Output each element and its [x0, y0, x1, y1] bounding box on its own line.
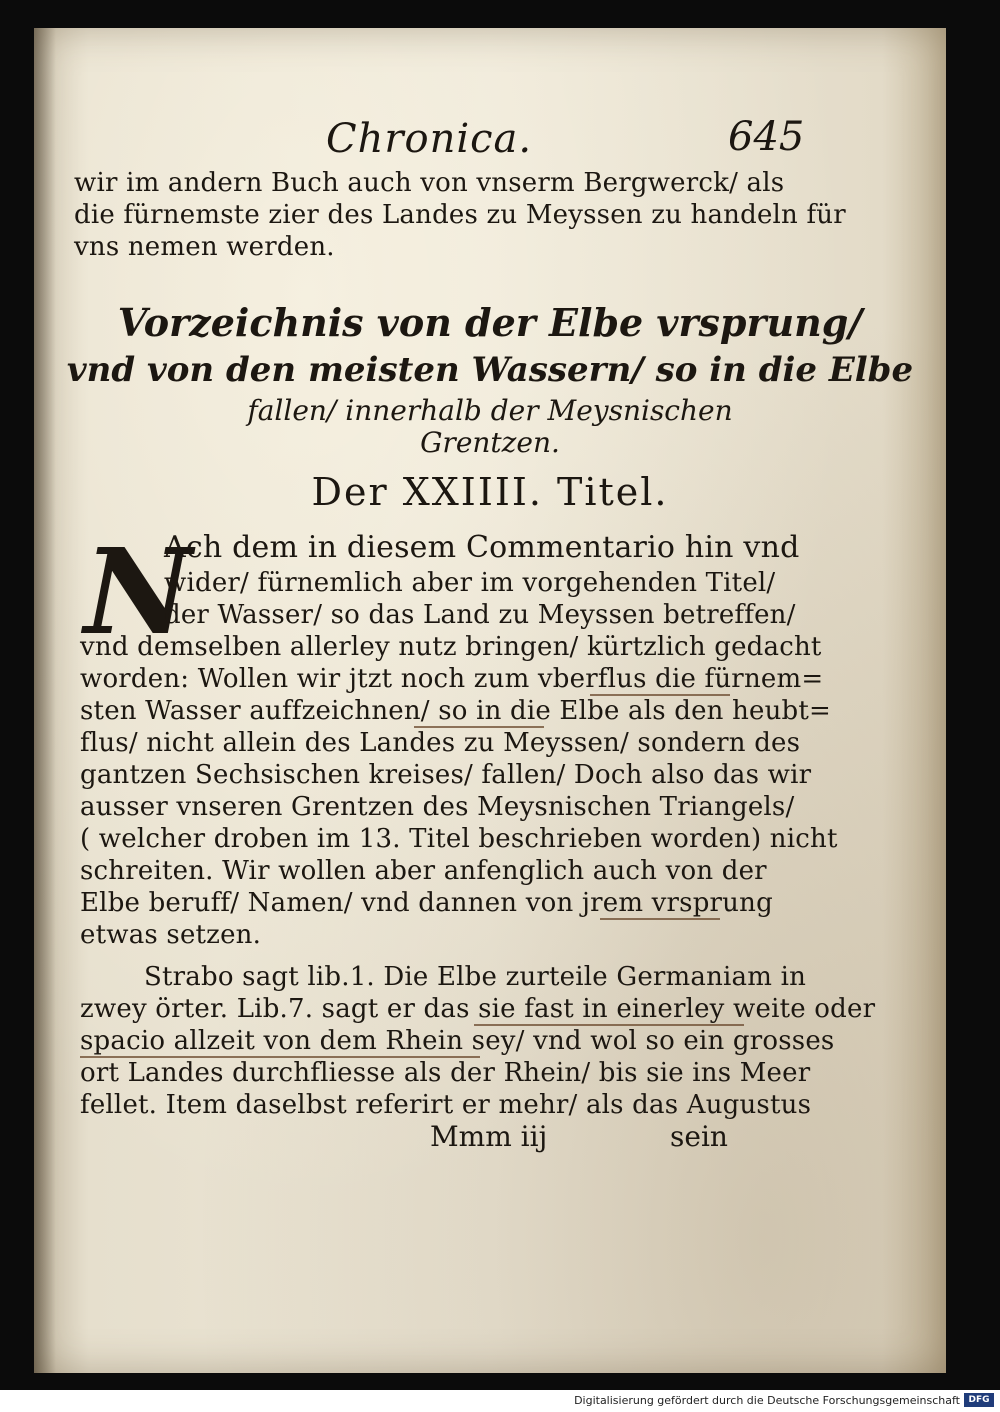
body-line: ausser vnseren Grentzen des Meysnischen Triangels/ [80, 792, 795, 822]
running-head: Chronica. [326, 116, 533, 162]
body-line: flus/ nicht allein des Landes zu Meyssen/ sondern des [80, 728, 801, 758]
body-line: etwas setzen. [80, 920, 262, 950]
section-heading: Grentzen. [420, 426, 560, 459]
manuscript-underline [474, 1024, 744, 1026]
body-line: gantzen Sechsischen kreises/ fallen/ Doch also das wir [80, 760, 812, 790]
intro-line: vns nemen werden. [74, 232, 335, 262]
intro-line: die fürnemste zier des Landes zu Meyssen zu handeln für [74, 200, 846, 230]
section-heading: vnd von den meisten Wassern/ so in die Elbe [66, 350, 914, 390]
body-line: spacio allzeit von dem Rhein sey/ vnd wol so ein grosses [80, 1026, 835, 1056]
signature-mark: Mmm iij [430, 1120, 548, 1153]
page-number: 645 [728, 114, 805, 160]
dfg-logo: DFG [964, 1393, 994, 1407]
footer-credit: Digitalisierung gefördert durch die Deutsche Forschungsgemeinschaft [574, 1394, 960, 1407]
gutter-shadow [34, 28, 56, 1373]
intro-line: wir im andern Buch auch von vnserm Bergwerck/ als [74, 168, 785, 198]
body-line: Elbe beruff/ Namen/ vnd dannen von jrem vrsprung [80, 888, 773, 918]
catchword: sein [670, 1120, 728, 1153]
body-line: Strabo sagt lib.1. Die Elbe zurteile Germaniam in [144, 962, 807, 992]
body-line: vnd demselben allerley nutz bringen/ kürtzlich gedacht [80, 632, 822, 662]
section-heading: Vorzeichnis von der Elbe vrsprung/ [117, 300, 863, 345]
body-line: sten Wasser auffzeichnen/ so in die Elbe als den heubt= [80, 696, 832, 726]
body-line: der Wasser/ so das Land zu Meyssen betreffen/ [164, 600, 796, 630]
manuscript-underline [590, 694, 730, 696]
drop-cap: N [84, 522, 192, 661]
section-heading: fallen/ innerhalb der Meysnischen [247, 394, 733, 427]
body-line: zwey örter. Lib.7. sagt er das sie fast in einerley weite oder [80, 994, 876, 1024]
book-page [34, 28, 946, 1373]
manuscript-underline [600, 918, 720, 920]
manuscript-underline [80, 1056, 480, 1058]
body-line: wider/ fürnemlich aber im vorgehenden Titel/ [164, 568, 776, 598]
body-line: schreiten. Wir wollen aber anfenglich auch von der [80, 856, 767, 886]
body-line: Ach dem in diesem Commentario hin vnd [164, 530, 800, 565]
body-line: ( welcher droben im 13. Titel beschrieben worden) nicht [80, 824, 838, 854]
chapter-title: Der XXIIII. Titel. [311, 470, 669, 514]
body-line: fellet. Item daselbst referirt er mehr/ als das Augustus [80, 1090, 812, 1120]
body-line: worden: Wollen wir jtzt noch zum vberflus die fürnem= [80, 664, 824, 694]
body-line: ort Landes durchfliesse als der Rhein/ bis sie ins Meer [80, 1058, 811, 1088]
manuscript-underline [414, 726, 544, 728]
